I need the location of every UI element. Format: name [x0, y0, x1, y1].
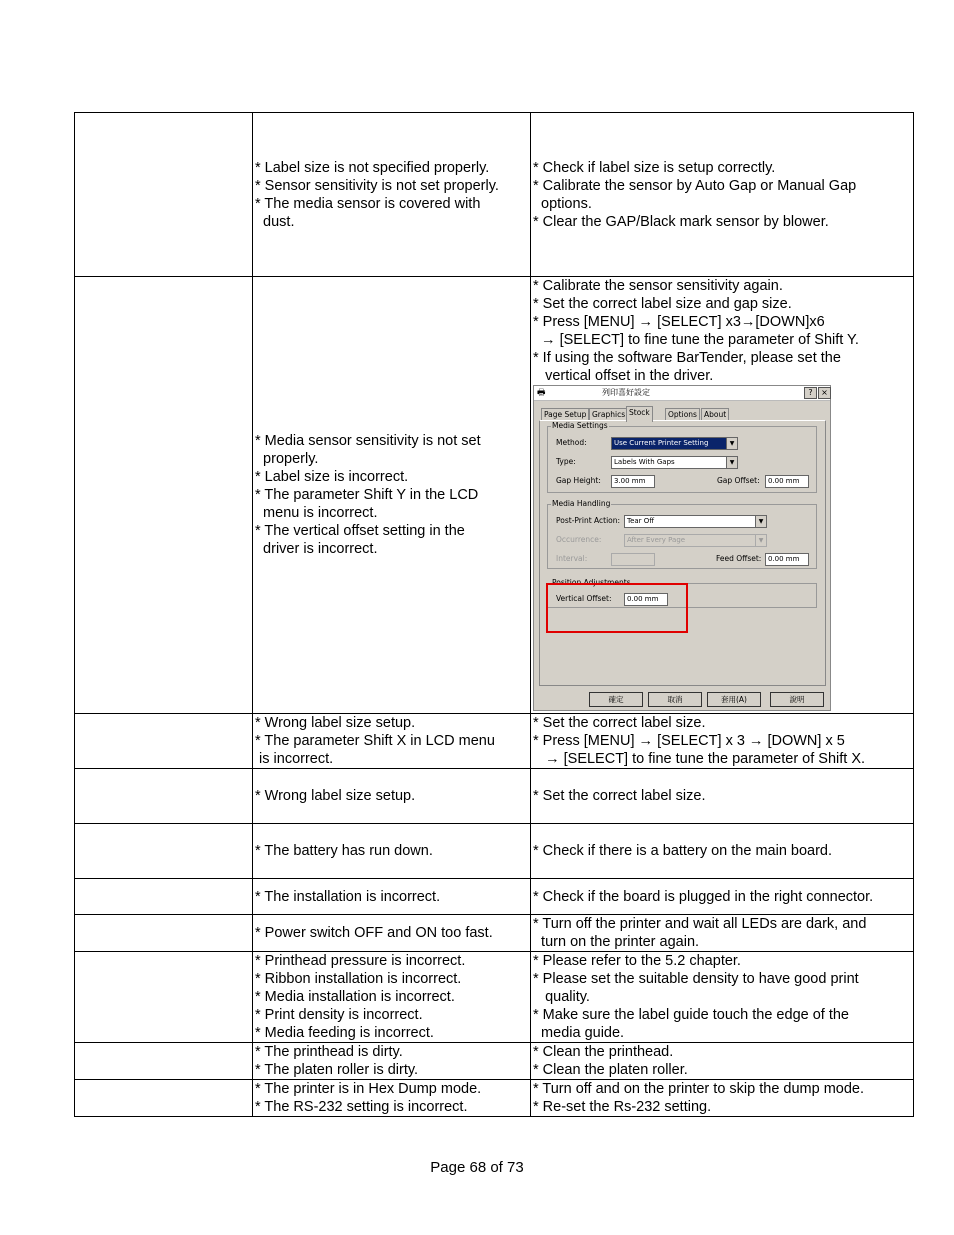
text-line: * Set the correct label size.: [533, 715, 706, 731]
text-line: * Press [MENU] → [SELECT] x3→[DOWN]x6: [533, 314, 825, 330]
text-line: * Label size is not specified properly.: [255, 159, 490, 176]
text-line: * Turn off the printer and wait all LEDs are dark, and: [533, 916, 867, 932]
text-line: * The installation is incorrect.: [255, 888, 441, 905]
interval-label: Interval:: [556, 554, 588, 563]
solution-cell: [531, 113, 914, 277]
text-line: * Printhead pressure is incorrect.: [255, 953, 466, 969]
media-handling-legend: Media Handling: [552, 499, 611, 508]
text-line: * The platen roller is dirty.: [255, 1062, 419, 1078]
text-line: * Turn off and on the printer to skip the dump mode.: [533, 1081, 865, 1097]
tab-graphics[interactable]: Graphics: [589, 408, 628, 421]
vertical-offset-label: Vertical Offset:: [556, 594, 612, 603]
feed-offset-label: Feed Offset:: [716, 554, 762, 563]
post-print-action-select[interactable]: Tear Off: [624, 515, 756, 528]
table-row: [75, 952, 914, 1043]
cause-cell: [253, 277, 531, 714]
problem-cell: [75, 714, 253, 769]
media-settings-legend: Media Settings: [552, 421, 608, 430]
text-line: driver is incorrect.: [255, 541, 378, 557]
printing-preferences-dialog: [533, 385, 831, 711]
solution-cell: [531, 1043, 914, 1080]
chevron-down-icon[interactable]: ▼: [726, 456, 738, 469]
vertical-offset-input[interactable]: 0.00 mm: [624, 593, 668, 606]
text-line: * The media sensor is covered with: [255, 195, 481, 212]
text-line: * Check if the board is plugged in the right connector.: [533, 888, 874, 905]
text-line: options.: [533, 195, 592, 212]
solution-cell: [531, 879, 914, 915]
apply-button[interactable]: 套用(A): [707, 692, 761, 707]
text-line: * Power switch OFF and ON too fast.: [255, 925, 493, 941]
problem-cell: [75, 769, 253, 824]
solution-cell: [531, 769, 914, 824]
problem-cell: [75, 879, 253, 915]
cause-cell: [253, 769, 531, 824]
table-row: [75, 113, 914, 277]
text-line: turn on the printer again.: [533, 934, 700, 950]
text-line: media guide.: [533, 1025, 625, 1041]
problem-cell: [75, 277, 253, 714]
ok-button[interactable]: 確定: [589, 692, 643, 707]
table-row: [75, 769, 914, 824]
chevron-down-icon[interactable]: ▼: [755, 515, 767, 528]
text-line: menu is incorrect.: [255, 505, 378, 521]
text-line: * The parameter Shift X in LCD menu: [255, 733, 495, 749]
text-line: * Sensor sensitivity is not set properly.: [255, 177, 499, 194]
help-button[interactable]: ?: [804, 387, 817, 399]
cause-cell: [253, 952, 531, 1043]
cancel-button[interactable]: 取消: [648, 692, 702, 707]
text-line: * The printhead is dirty.: [255, 1044, 403, 1060]
table-row: [75, 714, 914, 769]
table-row: [75, 277, 914, 714]
text-line: * If using the software BarTender, please set the: [533, 350, 841, 366]
gap-offset-input[interactable]: 0.00 mm: [765, 475, 809, 488]
solution-cell: [531, 1080, 914, 1117]
text-line: * Ribbon installation is incorrect.: [255, 971, 462, 987]
highlight-box: [546, 583, 688, 633]
gap-height-label: Gap Height:: [556, 476, 601, 485]
interval-input: [611, 553, 655, 566]
troubleshooting-table: [74, 112, 914, 1117]
text-line: * Set the correct label size.: [533, 788, 706, 804]
tab-page-setup[interactable]: Page Setup: [541, 408, 589, 421]
help-text-button[interactable]: 說明: [770, 692, 824, 707]
text-line: * Clean the platen roller.: [533, 1062, 688, 1078]
text-line: * Wrong label size setup.: [255, 715, 416, 731]
chevron-down-icon[interactable]: ▼: [726, 437, 738, 450]
text-line: * Check if there is a battery on the main board.: [533, 843, 833, 859]
text-line: * Media installation is incorrect.: [255, 989, 455, 1005]
feed-offset-input[interactable]: 0.00 mm: [765, 553, 809, 566]
page-number: Page 68 of 73: [430, 1159, 524, 1176]
tab-options[interactable]: Options: [665, 408, 700, 421]
cause-cell: [253, 113, 531, 277]
text-line: * Clear the GAP/Black mark sensor by blower.: [533, 213, 829, 230]
type-select[interactable]: Labels With Gaps: [611, 456, 727, 469]
text-line: * The printer is in Hex Dump mode.: [255, 1081, 482, 1097]
problem-cell: [75, 915, 253, 952]
position-adjustments-legend: Position Adjustments: [552, 578, 631, 587]
text-line: * Please refer to the 5.2 chapter.: [533, 953, 741, 969]
text-line: * The battery has run down.: [255, 843, 433, 859]
text-line: vertical offset in the driver.: [533, 368, 714, 384]
text-line: * Set the correct label size and gap size.: [533, 296, 792, 312]
text-line: * The parameter Shift Y in the LCD: [255, 487, 479, 503]
cause-cell: [253, 879, 531, 915]
cause-cell: [253, 915, 531, 952]
problem-cell: [75, 824, 253, 879]
text-line: → [SELECT] to fine tune the parameter of Shift Y.: [533, 332, 859, 348]
occurrence-select: After Every Page: [624, 534, 756, 547]
text-line: * Clean the printhead.: [533, 1044, 674, 1060]
cause-cell: [253, 1043, 531, 1080]
text-line: properly.: [255, 451, 319, 467]
problem-cell: [75, 1080, 253, 1117]
gap-offset-label: Gap Offset:: [717, 476, 760, 485]
type-label: Type:: [556, 457, 576, 466]
text-line: * Press [MENU] → [SELECT] x 3 → [DOWN] x 5: [533, 733, 845, 749]
method-select[interactable]: Use Current Printer Setting: [611, 437, 727, 450]
text-line: * Wrong label size setup.: [255, 788, 416, 804]
problem-cell: [75, 952, 253, 1043]
table-row: [75, 1080, 914, 1117]
cause-cell: [253, 1080, 531, 1117]
gap-height-input[interactable]: 3.00 mm: [611, 475, 655, 488]
post-print-action-label: Post-Print Action:: [556, 516, 621, 525]
text-line: * Calibrate the sensor by Auto Gap or Manual Gap: [533, 177, 857, 194]
text-line: * Media feeding is incorrect.: [255, 1025, 434, 1041]
text-line: → [SELECT] to fine tune the parameter of Shift X.: [533, 751, 866, 767]
text-line: * The RS-232 setting is incorrect.: [255, 1099, 468, 1115]
dialog-title: 列印喜好設定: [602, 388, 650, 397]
chevron-down-icon: ▼: [755, 534, 767, 547]
problem-cell: [75, 113, 253, 277]
close-button[interactable]: ×: [818, 387, 831, 399]
cause-cell: [253, 714, 531, 769]
text-line: * The vertical offset setting in the: [255, 523, 465, 539]
text-line: * Calibrate the sensor sensitivity again.: [533, 278, 783, 294]
text-line: quality.: [533, 989, 590, 1005]
solution-cell: [531, 824, 914, 879]
table-row: [75, 915, 914, 952]
occurrence-label: Occurrence:: [556, 535, 602, 544]
text-line: * Print density is incorrect.: [255, 1007, 423, 1023]
method-label: Method:: [556, 438, 587, 447]
text-line: * Re-set the Rs-232 setting.: [533, 1099, 712, 1115]
dialog-titlebar: [534, 386, 830, 401]
table-row: [75, 879, 914, 915]
text-line: * Label size is incorrect.: [255, 469, 409, 485]
stock-tab-panel: [539, 420, 826, 686]
text-line: dust.: [255, 213, 295, 230]
table-row: [75, 1043, 914, 1080]
tab-about[interactable]: About: [701, 408, 729, 421]
cause-cell: [253, 824, 531, 879]
tab-stock[interactable]: Stock: [626, 406, 653, 422]
text-line: * Make sure the label guide touch the edge of the: [533, 1007, 849, 1023]
problem-cell: [75, 1043, 253, 1080]
printer-icon: 🖶: [537, 388, 546, 398]
text-line: * Please set the suitable density to have good print: [533, 971, 859, 987]
text-line: * Check if label size is setup correctly.: [533, 159, 776, 176]
solution-cell: [531, 952, 914, 1043]
solution-cell: [531, 714, 914, 769]
solution-cell: [531, 915, 914, 952]
solution-cell: [531, 277, 914, 714]
text-line: * Media sensor sensitivity is not set: [255, 433, 481, 449]
table-row: [75, 824, 914, 879]
text-line: is incorrect.: [255, 751, 334, 767]
